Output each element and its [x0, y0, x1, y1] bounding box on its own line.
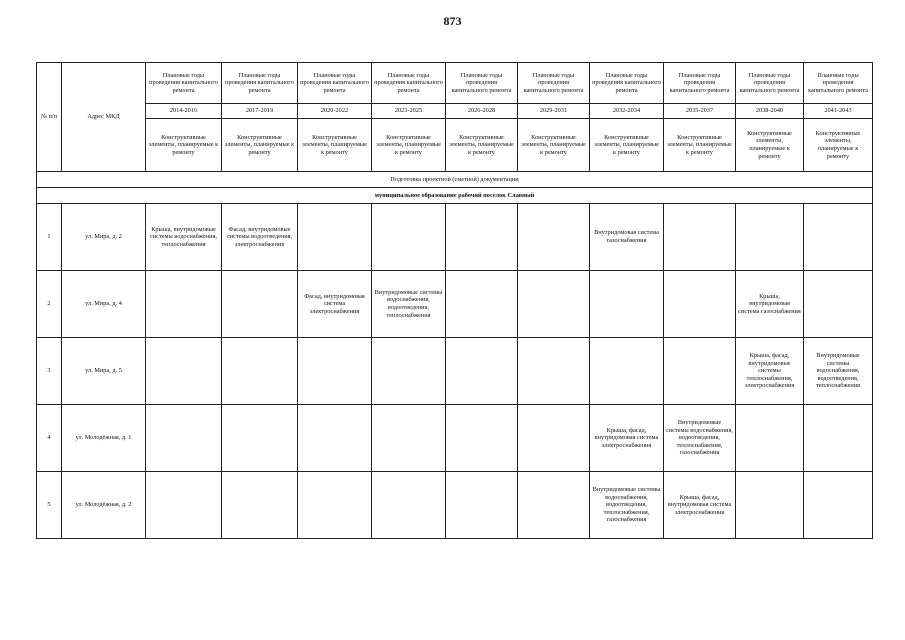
row-cell [146, 271, 222, 338]
header-period-title: Плановые годы проведения капитального ремонта [222, 63, 298, 104]
header-period-years: 2023-2025 [372, 104, 446, 119]
row-cell [298, 204, 372, 271]
header-period-years: 2029-2031 [518, 104, 590, 119]
row-address: ул. Молодёжная, д. 2 [62, 472, 146, 539]
row-cell [372, 204, 446, 271]
row-cell [446, 338, 518, 405]
header-title-row [37, 63, 873, 104]
row-cell [298, 338, 372, 405]
municipality-row [37, 188, 873, 204]
row-cell [804, 472, 873, 539]
header-period-years: 2035-2037 [664, 104, 736, 119]
header-period-title: Плановые годы проведения капитального ремонта [590, 63, 664, 104]
row-num: 5 [37, 472, 62, 539]
row-cell [736, 405, 804, 472]
row-cell: Внутридомовые системы водоснабжения, водоотведения, теплоснабжения [372, 271, 446, 338]
header-period-elements: Конструктивные элементы, планируемые к ремонту [298, 119, 372, 172]
table-row [37, 204, 873, 271]
header-period-years: 2026-2028 [446, 104, 518, 119]
header-period-elements: Конструктивные элементы, планируемые к ремонту [664, 119, 736, 172]
header-period-elements: Конструктивные элементы, планируемые к ремонту [146, 119, 222, 172]
row-cell [664, 338, 736, 405]
row-cell [664, 271, 736, 338]
row-cell [298, 472, 372, 539]
row-cell [518, 271, 590, 338]
row-cell [146, 338, 222, 405]
row-cell [804, 405, 873, 472]
row-cell: Внутридомовые системы водоснабжения, водоотведения, теплоснабжения, газоснабжения [664, 405, 736, 472]
row-cell [222, 405, 298, 472]
row-cell [518, 338, 590, 405]
row-cell [146, 472, 222, 539]
header-period-elements: Конструктивные элементы, планируемые к ремонту [222, 119, 298, 172]
section-title: Подготовка проектной (сметной) документации [37, 172, 873, 188]
header-period-title: Плановые годы проведения капитального ремонта [664, 63, 736, 104]
header-period-elements: Конструктивные элементы, планируемые к ремонту [804, 119, 873, 172]
row-cell: Крыша, фасад, внутридомовая система электроснабжения [590, 405, 664, 472]
row-num: 1 [37, 204, 62, 271]
row-cell [446, 271, 518, 338]
header-period-elements: Конструктивные элементы, планируемые к ремонту [446, 119, 518, 172]
header-period-title: Плановые годы проведения капитального ремонта [372, 63, 446, 104]
row-num: 4 [37, 405, 62, 472]
header-address: Адрес МКД [62, 63, 146, 172]
row-cell [518, 472, 590, 539]
row-cell [736, 472, 804, 539]
row-cell [446, 204, 518, 271]
header-period-title: Плановые годы проведения капитального ремонта [518, 63, 590, 104]
row-cell [736, 204, 804, 271]
row-cell: Внутридомовая система газоснабжения [590, 204, 664, 271]
row-cell: Фасад, внутридомовая система электроснабжения [298, 271, 372, 338]
row-cell [664, 204, 736, 271]
row-cell: Крыша, фасад, внутридомовые системы теплоснабжения, электроснабжения [736, 338, 804, 405]
row-address: ул. Молодёжная, д. 1 [62, 405, 146, 472]
row-cell [372, 405, 446, 472]
row-cell [298, 405, 372, 472]
row-cell [518, 204, 590, 271]
row-cell [518, 405, 590, 472]
table-row [37, 338, 873, 405]
row-address: ул. Мира, д. 4 [62, 271, 146, 338]
header-years-row [37, 104, 873, 119]
header-period-elements: Конструктивные элементы, планируемые к ремонту [736, 119, 804, 172]
municipality-title: муниципальное образование рабочий поселок Славный [37, 188, 873, 204]
header-period-years: 2038-2040 [736, 104, 804, 119]
header-period-years: 2020-2022 [298, 104, 372, 119]
table-row [37, 271, 873, 338]
row-cell: Крыша, внутридомовые системы водоснабжения, теплоснабжения [146, 204, 222, 271]
header-period-years: 2014-2016 [146, 104, 222, 119]
header-period-years: 2017-2019 [222, 104, 298, 119]
row-cell: Крыша, фасад, внутридомовая система электроснабжения [664, 472, 736, 539]
page-number: 873 [443, 14, 462, 28]
row-address: ул. Мира, д. 5 [62, 338, 146, 405]
header-period-title: Плановые годы проведения капитального ремонта [146, 63, 222, 104]
row-cell [372, 338, 446, 405]
row-cell [804, 271, 873, 338]
row-cell: Внутридомовые системы водоснабжения, водоотведения, теплоснабжения, газоснабжения [590, 472, 664, 539]
table-row [37, 405, 873, 472]
row-cell: Внутридомовые системы водоснабжения, водоотведения, теплоснабжения [804, 338, 873, 405]
header-period-elements: Конструктивные элементы, планируемые к ремонту [372, 119, 446, 172]
header-period-title: Плановые годы проведения капитального ремонта [804, 63, 873, 104]
row-cell [590, 271, 664, 338]
row-cell: Крыша, внутридомовая система газоснабжения [736, 271, 804, 338]
row-cell [222, 472, 298, 539]
row-cell [804, 204, 873, 271]
row-cell [372, 472, 446, 539]
row-cell [446, 405, 518, 472]
row-cell [222, 271, 298, 338]
row-cell: Фасад, внутридомовые системы водоотведения, электроснабжения [222, 204, 298, 271]
header-period-title: Плановые годы проведения капитального ремонта [298, 63, 372, 104]
repair-plan-table [36, 62, 873, 539]
row-address: ул. Мира, д. 2 [62, 204, 146, 271]
row-cell [146, 405, 222, 472]
header-num: № п/п [37, 63, 62, 172]
row-cell [222, 338, 298, 405]
header-elements-row [37, 119, 873, 172]
header-period-years: 2041-2043 [804, 104, 873, 119]
table-row [37, 472, 873, 539]
header-period-elements: Конструктивные элементы, планируемые к ремонту [590, 119, 664, 172]
row-cell [446, 472, 518, 539]
row-cell [590, 338, 664, 405]
section-row [37, 172, 873, 188]
header-period-elements: Конструктивные элементы, планируемые к ремонту [518, 119, 590, 172]
header-period-years: 2032-2034 [590, 104, 664, 119]
row-num: 2 [37, 271, 62, 338]
header-period-title: Плановые годы проведения капитального ремонта [736, 63, 804, 104]
header-period-title: Плановые годы проведения капитального ремонта [446, 63, 518, 104]
row-num: 3 [37, 338, 62, 405]
